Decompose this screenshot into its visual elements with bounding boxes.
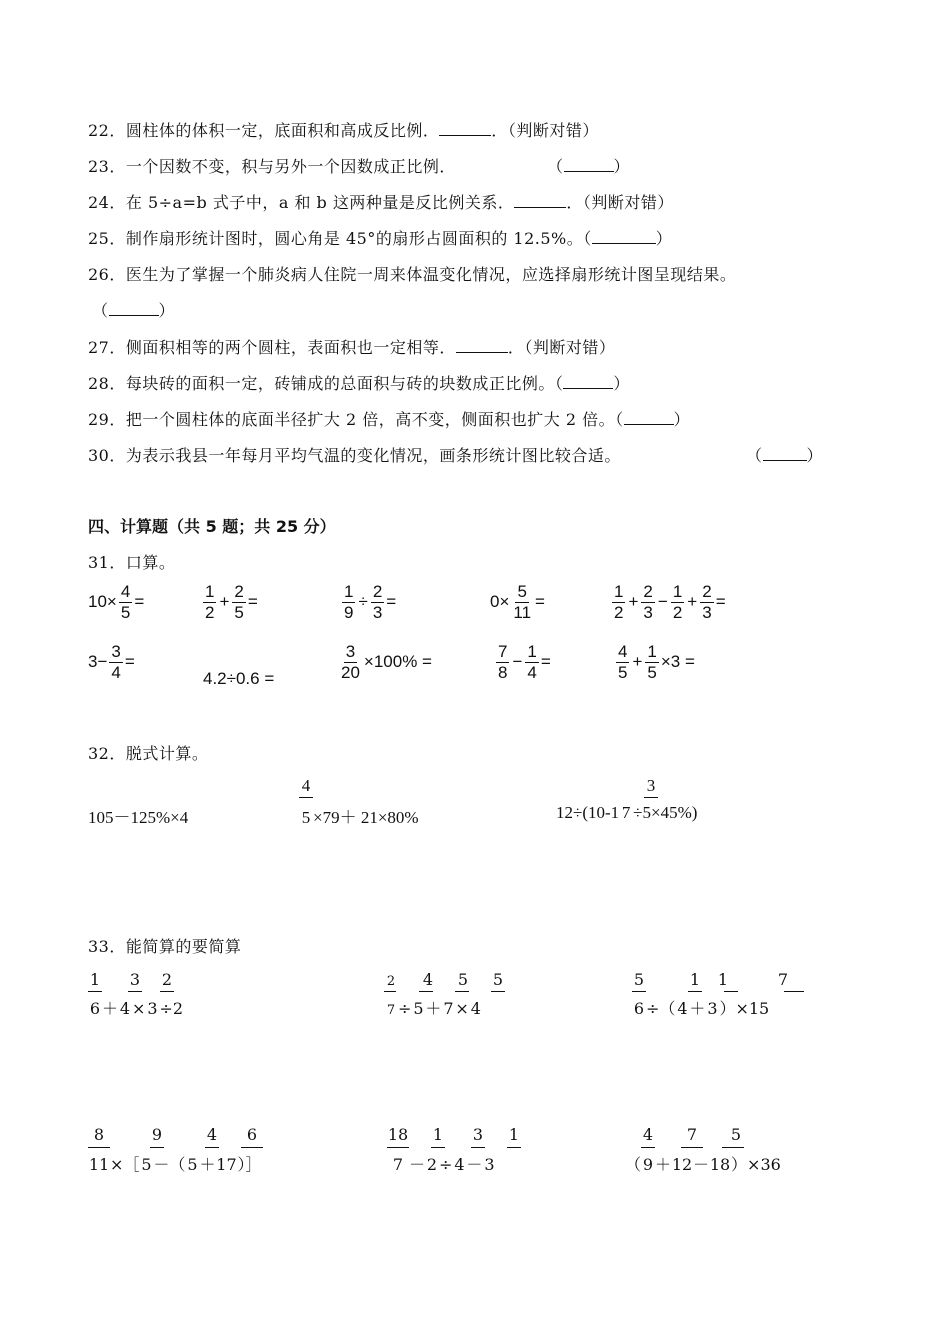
fraction bbox=[671, 583, 684, 622]
operator: + bbox=[632, 652, 643, 672]
denominator: 5 bbox=[141, 1155, 152, 1174]
numerator: 5 bbox=[730, 1125, 742, 1144]
numerator: 9 bbox=[151, 1125, 163, 1144]
oral-calc-9 bbox=[494, 643, 551, 682]
answer-blank[interactable] bbox=[514, 193, 566, 208]
simplify-3 bbox=[632, 996, 769, 1019]
operator: － bbox=[409, 1155, 426, 1174]
denominator: 7 bbox=[386, 1003, 396, 1018]
numerator: 18 bbox=[387, 1125, 409, 1144]
numerator: 3 bbox=[345, 642, 356, 661]
question-24 bbox=[88, 190, 674, 213]
numerator: 4 bbox=[206, 1125, 218, 1144]
answer-blank[interactable] bbox=[109, 301, 159, 316]
numerator: 3 bbox=[129, 970, 141, 989]
oral-calc-3 bbox=[340, 583, 396, 622]
simplify-4 bbox=[88, 1152, 261, 1175]
simplify-2 bbox=[384, 996, 483, 1019]
numerator: 5 bbox=[457, 970, 469, 989]
denominator: 17 bbox=[216, 1155, 237, 1174]
fraction-bar bbox=[419, 991, 433, 992]
equals-sign: = bbox=[134, 592, 145, 612]
operator: ÷ bbox=[439, 1155, 453, 1174]
expression-text: ×79＋ 21×80% bbox=[313, 808, 419, 827]
numerator: 3 bbox=[472, 1125, 484, 1144]
numerator: 3 bbox=[111, 642, 121, 661]
operator: × bbox=[132, 999, 146, 1018]
paren-close: ） bbox=[806, 446, 824, 465]
fraction-bar bbox=[455, 991, 469, 992]
denominator: 3 bbox=[702, 602, 712, 622]
denominator: 20 bbox=[341, 662, 360, 682]
denominator: 5 bbox=[234, 602, 244, 622]
operator: × bbox=[455, 999, 469, 1018]
operator: ）］ bbox=[237, 1155, 262, 1174]
question-text: 为表示我县一年每月平均气温的变化情况，画条形统计图比较合适。 bbox=[125, 446, 621, 465]
operator: ＋ bbox=[102, 999, 119, 1018]
numerator: 7 bbox=[777, 970, 789, 989]
simplify-5 bbox=[387, 1152, 496, 1175]
numerator: 5 bbox=[633, 970, 645, 989]
operator: －（ bbox=[153, 1155, 186, 1174]
denominator: 3 bbox=[707, 999, 718, 1018]
fraction-bar bbox=[384, 991, 396, 992]
denominator: 5 bbox=[187, 1155, 198, 1174]
equals-sign: = bbox=[124, 652, 135, 672]
simplify-4-numerators bbox=[88, 1125, 263, 1144]
equals-sign: = bbox=[540, 652, 551, 672]
fraction-bar bbox=[299, 797, 313, 798]
operator: ×［ bbox=[110, 1155, 140, 1174]
numerator: 8 bbox=[93, 1125, 105, 1144]
denominator: 2 bbox=[426, 1155, 438, 1174]
answer-blank[interactable] bbox=[564, 157, 614, 172]
expression-text: ÷5×45%) bbox=[633, 803, 698, 822]
fraction bbox=[616, 643, 629, 682]
oral-calc-8 bbox=[337, 643, 432, 682]
step-calc-3 bbox=[556, 803, 697, 823]
paren-open: （ bbox=[92, 301, 109, 320]
answer-blank[interactable] bbox=[563, 374, 613, 389]
fraction bbox=[339, 643, 362, 682]
denominator: 3 bbox=[147, 999, 158, 1018]
denominator: 3 bbox=[643, 602, 653, 622]
denominator: 7 bbox=[443, 999, 454, 1018]
question-text: 医生为了掌握一个肺炎病人住院一周来体温变化情况，应选择扇形统计图呈现结果。 bbox=[125, 265, 737, 284]
denominator: 8 bbox=[498, 662, 508, 682]
oral-calc-5 bbox=[610, 583, 726, 622]
operand: 0× bbox=[490, 592, 510, 612]
paren-open: （ bbox=[547, 157, 564, 176]
fraction-bar bbox=[491, 991, 505, 992]
fraction-bar bbox=[150, 1147, 164, 1148]
paren-open: （ bbox=[746, 446, 763, 465]
denominator: 3 bbox=[484, 1155, 495, 1174]
fraction-bar bbox=[471, 1147, 485, 1148]
operator: ÷（ bbox=[646, 999, 676, 1018]
fraction-bar bbox=[724, 991, 738, 992]
numerator: 2 bbox=[386, 974, 396, 989]
fraction bbox=[641, 583, 654, 622]
answer-paren-23[interactable] bbox=[547, 154, 630, 177]
answer-blank[interactable] bbox=[763, 446, 807, 461]
denominator: 4 bbox=[111, 662, 121, 682]
fraction-bar bbox=[160, 991, 174, 992]
numerator: 1 bbox=[672, 582, 683, 601]
paren-close: ） bbox=[655, 229, 673, 248]
operator: ）×36 bbox=[731, 1155, 781, 1174]
operator: （ bbox=[625, 1155, 642, 1174]
oral-calc-1 bbox=[88, 583, 144, 622]
question-26 bbox=[88, 262, 736, 285]
answer-blank[interactable] bbox=[592, 229, 656, 244]
denominator: 3 bbox=[372, 602, 383, 622]
numerator: 2 bbox=[234, 582, 244, 601]
numerator: 1 bbox=[432, 1125, 444, 1144]
denominator: 18 bbox=[709, 1155, 731, 1174]
numerator: 1 bbox=[527, 642, 537, 661]
question-33-title: 33．能简算的要简算 bbox=[88, 937, 242, 956]
denominator: 4 bbox=[470, 999, 481, 1018]
numerator: 4 bbox=[422, 970, 434, 989]
simplify-5-numerators bbox=[387, 1125, 521, 1144]
equals-sign: = bbox=[386, 592, 397, 612]
judge-hint: ．（判断对错） bbox=[507, 338, 616, 357]
fraction bbox=[496, 643, 509, 682]
expression-text: ÷2 bbox=[159, 999, 184, 1018]
judge-hint: ．（判断对错） bbox=[491, 121, 599, 140]
fraction-bar bbox=[205, 1147, 219, 1148]
operand: 10× bbox=[88, 592, 117, 612]
equals-sign: = bbox=[715, 592, 726, 612]
denominator: 5 bbox=[618, 662, 628, 682]
numerator: 1 bbox=[508, 1125, 520, 1144]
oral-calc-2 bbox=[201, 583, 258, 622]
fraction bbox=[612, 583, 625, 622]
operator: － bbox=[693, 1155, 710, 1174]
step-calc-1: 105－125%×4 bbox=[88, 808, 189, 827]
fraction-bar bbox=[688, 991, 702, 992]
numerator: 2 bbox=[161, 970, 173, 989]
denominator: 5 bbox=[413, 999, 424, 1018]
step-calc-2-numerator bbox=[299, 776, 313, 796]
question-text: 圆柱体的体积一定，底面积和高成反比例． bbox=[125, 121, 440, 140]
numerator: 5 bbox=[517, 582, 527, 601]
question-text: 侧面积相等的两个圆柱，表面积也一定相等． bbox=[125, 338, 456, 357]
question-22 bbox=[88, 118, 599, 141]
fraction-bar bbox=[241, 1147, 263, 1148]
numerator: 6 bbox=[246, 1125, 258, 1144]
fraction-bar bbox=[387, 1147, 409, 1148]
step-calc-2 bbox=[299, 803, 419, 828]
denominator: 15 bbox=[748, 999, 770, 1018]
denominator: 4 bbox=[119, 999, 131, 1018]
denominator: 2 bbox=[614, 602, 624, 622]
paren-close: ） bbox=[613, 374, 630, 393]
numerator: 4 bbox=[301, 776, 311, 795]
operator: ÷ bbox=[358, 592, 368, 612]
numerator: 1 bbox=[614, 582, 624, 601]
fraction bbox=[511, 583, 533, 622]
fraction-bar bbox=[88, 991, 102, 992]
question-27 bbox=[88, 335, 615, 358]
operand: ×3 = bbox=[660, 652, 695, 672]
numerator: 1 bbox=[344, 582, 354, 601]
fraction bbox=[342, 583, 355, 622]
operator: ）× bbox=[719, 999, 749, 1018]
denominator: 4 bbox=[527, 662, 537, 682]
denominator: 5 bbox=[647, 662, 657, 682]
question-number: 22． bbox=[88, 121, 126, 140]
denominator: 11 bbox=[88, 1155, 110, 1174]
answer-paren-30[interactable] bbox=[746, 443, 823, 466]
operator: + bbox=[628, 592, 639, 612]
fraction-bar bbox=[88, 1147, 110, 1148]
section-title: 四、计算题（共 5 题；共 25 分） bbox=[88, 517, 336, 536]
operand: 3− bbox=[88, 652, 108, 672]
question-text: 一个因数不变，积与另外一个因数成正比例． bbox=[125, 157, 456, 176]
fraction-bar bbox=[641, 1147, 655, 1148]
question-text: 在 5÷a=b 式子中，a 和 b 这两种量是反比例关系． bbox=[125, 193, 515, 212]
fraction bbox=[645, 643, 658, 682]
judge-hint: ．（判断对错） bbox=[566, 193, 674, 212]
paren-close: ） bbox=[613, 157, 631, 176]
operand: ×100% = bbox=[363, 652, 432, 672]
question-28 bbox=[88, 371, 630, 394]
fraction-bar bbox=[644, 797, 658, 798]
numerator: 3 bbox=[646, 776, 656, 795]
question-23 bbox=[88, 154, 456, 177]
numerator: 1 bbox=[89, 970, 101, 989]
denominator: 12 bbox=[671, 1155, 693, 1174]
numerator: 1 bbox=[689, 970, 701, 989]
denominator: 9 bbox=[344, 602, 354, 622]
fraction-bar bbox=[507, 1147, 521, 1148]
question-25 bbox=[88, 226, 672, 249]
oral-calc-10 bbox=[614, 643, 695, 682]
denominator: 6 bbox=[89, 999, 101, 1018]
oral-calc-7 bbox=[203, 669, 274, 689]
numerator: 1 bbox=[717, 970, 729, 989]
fraction bbox=[525, 643, 538, 682]
fraction-bar bbox=[681, 1147, 703, 1148]
question-32-title: 32．脱式计算。 bbox=[88, 744, 209, 763]
fraction-bar bbox=[632, 991, 646, 992]
numerator: 2 bbox=[372, 582, 383, 601]
expression-text: 12÷(10-1 bbox=[556, 803, 620, 822]
operator: ＋ bbox=[199, 1155, 216, 1174]
question-31-title: 31．口算。 bbox=[88, 553, 176, 572]
numerator: 7 bbox=[498, 642, 508, 661]
denominator: 7 bbox=[621, 803, 631, 822]
denominator: 2 bbox=[672, 602, 683, 622]
operator: ＋ bbox=[689, 999, 706, 1018]
denominator: 5 bbox=[301, 808, 311, 827]
numerator: 7 bbox=[686, 1125, 698, 1144]
question-number: 26． bbox=[88, 265, 126, 284]
answer-blank[interactable] bbox=[439, 121, 491, 136]
operator: − bbox=[657, 592, 668, 612]
answer-blank[interactable] bbox=[456, 338, 508, 353]
fraction bbox=[700, 583, 713, 622]
numerator: 5 bbox=[492, 970, 504, 989]
numerator: 4 bbox=[120, 582, 131, 601]
denominator: 4 bbox=[677, 999, 688, 1018]
paren-close: ） bbox=[673, 410, 691, 429]
operator: + bbox=[219, 592, 230, 612]
paren-close: ） bbox=[158, 301, 176, 320]
operator: − bbox=[512, 652, 523, 672]
simplify-6-numerators bbox=[641, 1125, 743, 1144]
question-number: 24． bbox=[88, 193, 126, 212]
simplify-6 bbox=[625, 1152, 781, 1175]
question-number: 29． bbox=[88, 410, 126, 429]
paren-open: （ bbox=[554, 374, 564, 393]
question-number: 28． bbox=[88, 374, 126, 393]
operator: ÷ bbox=[398, 999, 412, 1018]
question-number: 25． bbox=[88, 229, 126, 248]
question-text: 把一个圆柱体的底面半径扩大 2 倍，高不变，侧面积也扩大 2 倍。 bbox=[125, 410, 616, 429]
denominator: 7 bbox=[392, 1155, 404, 1174]
numerator: 2 bbox=[643, 582, 653, 601]
question-text: 制作扇形统计图时，圆心角是 45°的扇形占圆面积的 12.5%。 bbox=[125, 229, 584, 248]
question-number: 23． bbox=[88, 157, 126, 176]
fraction bbox=[371, 583, 384, 622]
oral-calc-4 bbox=[490, 583, 545, 622]
simplify-1-numerators bbox=[88, 970, 174, 989]
question-number: 27． bbox=[88, 338, 126, 357]
simplify-1 bbox=[88, 996, 183, 1019]
step-calc-3-numerator bbox=[644, 776, 658, 796]
fraction bbox=[232, 583, 245, 622]
paren-open: （ bbox=[583, 229, 592, 248]
question-text: 每块砖的面积一定，砖铺成的总面积与砖的块数成正比例。 bbox=[125, 374, 555, 393]
numerator: 1 bbox=[205, 582, 215, 601]
operator: ＋ bbox=[425, 999, 442, 1018]
oral-calc-6 bbox=[88, 643, 135, 682]
fraction bbox=[203, 583, 216, 622]
operator: － bbox=[466, 1155, 483, 1174]
fraction-bar bbox=[128, 991, 142, 992]
numerator: 4 bbox=[618, 642, 628, 661]
simplify-2-numerators bbox=[384, 970, 505, 989]
denominator: 6 bbox=[633, 999, 645, 1018]
question-number: 30． bbox=[88, 446, 126, 465]
expression-text: 4.2÷0.6 = bbox=[203, 669, 275, 688]
fraction bbox=[109, 643, 122, 682]
numerator: 2 bbox=[702, 582, 712, 601]
denominator: 4 bbox=[454, 1155, 465, 1174]
equals-sign: = bbox=[535, 592, 545, 612]
fraction-bar bbox=[722, 1147, 744, 1148]
operator: ＋ bbox=[655, 1155, 672, 1174]
fraction-bar bbox=[784, 991, 804, 992]
numerator: 4 bbox=[642, 1125, 654, 1144]
equals-sign: = bbox=[247, 592, 258, 612]
answer-paren-26[interactable] bbox=[92, 298, 175, 321]
paren-open: （ bbox=[615, 410, 624, 429]
question-30 bbox=[88, 443, 621, 466]
fraction bbox=[119, 583, 132, 622]
denominator: 2 bbox=[205, 602, 215, 622]
denominator: 9 bbox=[642, 1155, 654, 1174]
operator: + bbox=[687, 592, 698, 612]
question-29 bbox=[88, 407, 690, 430]
denominator: 11 bbox=[513, 602, 532, 622]
numerator: 1 bbox=[647, 642, 657, 661]
fraction-bar bbox=[431, 1147, 445, 1148]
simplify-3-numerators bbox=[632, 970, 790, 989]
answer-blank[interactable] bbox=[624, 410, 674, 425]
denominator: 5 bbox=[120, 602, 131, 622]
